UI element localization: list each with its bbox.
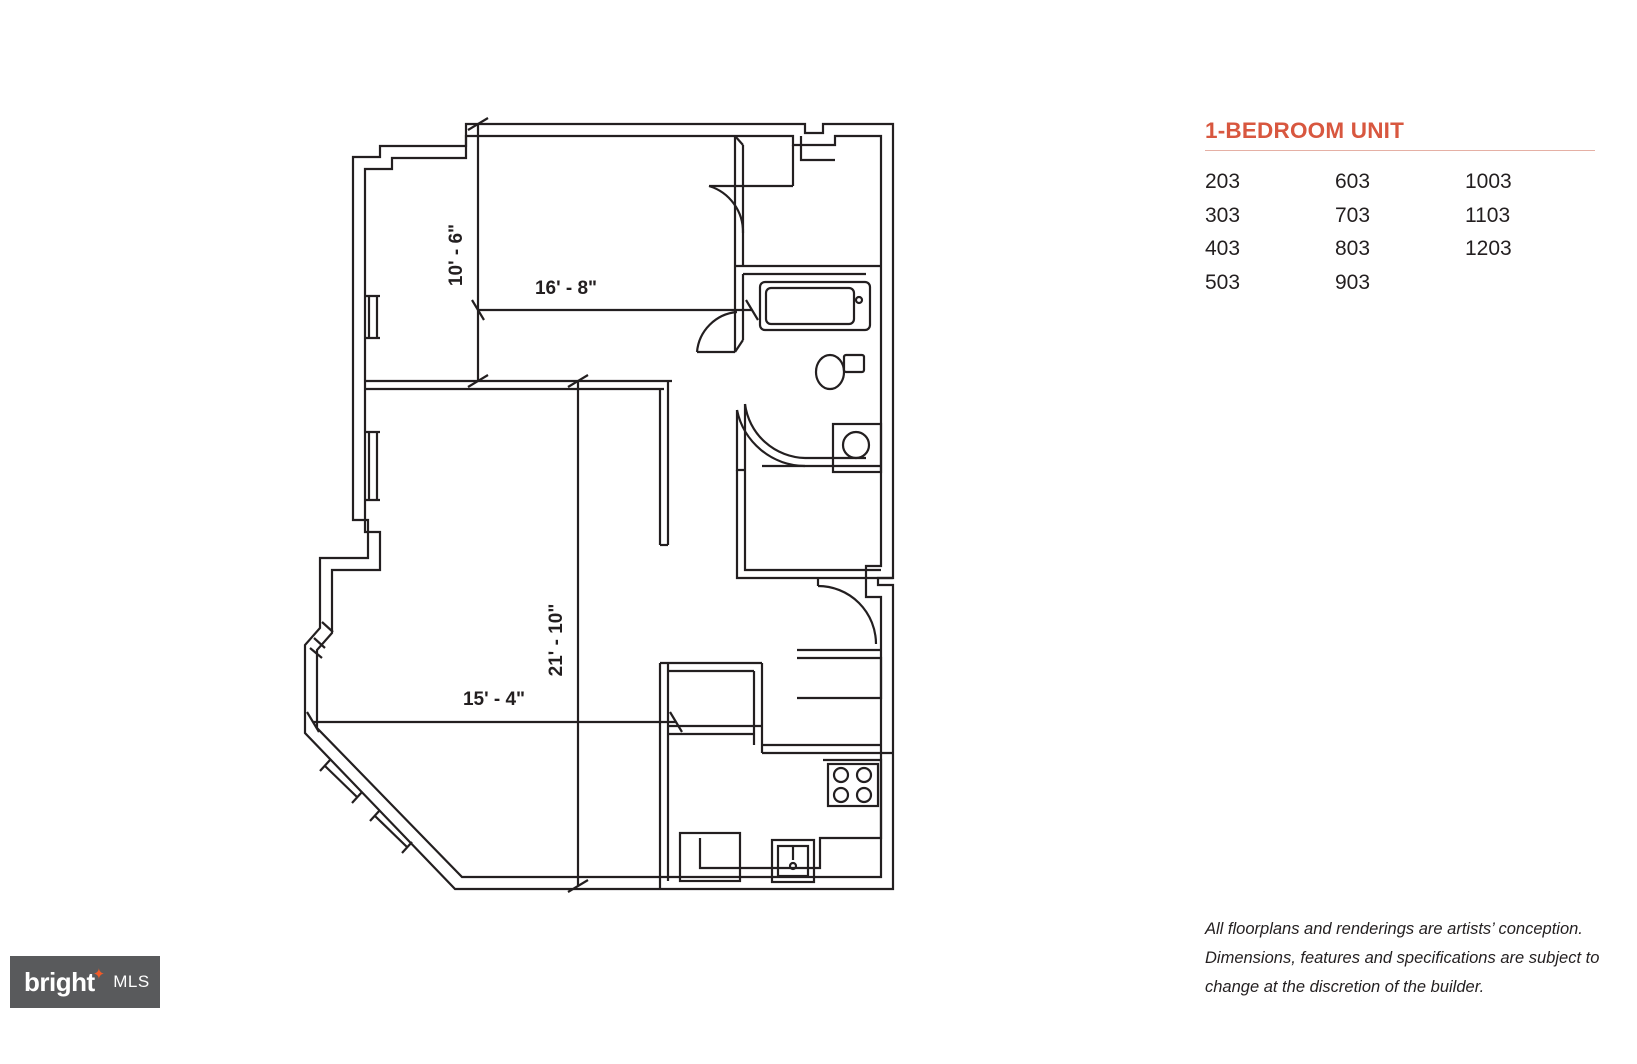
unit-number: 1203 — [1465, 237, 1512, 260]
unit-column-1 — [1205, 165, 1335, 299]
bathtub-basin — [766, 288, 854, 324]
bay-window-glass-3 — [375, 816, 407, 847]
disclaimer-line-3: change at the discretion of the builder. — [1205, 978, 1485, 996]
hall-closet-door-swing — [818, 586, 876, 644]
hall-wall-left — [737, 410, 745, 470]
outer-wall-outline — [305, 124, 893, 889]
inner-wall-outline — [317, 136, 881, 877]
hall-wall-south — [737, 470, 893, 578]
window-glass-upper — [369, 296, 377, 338]
entry-door-swing — [709, 186, 743, 233]
watermark-suffix: MLS — [113, 972, 150, 991]
entry-nook-wall — [801, 136, 835, 160]
burner-4 — [857, 788, 871, 802]
toilet-tank — [844, 355, 864, 372]
unit-info-panel — [1205, 118, 1595, 299]
disclaimer-text — [1205, 915, 1610, 1002]
bright-mls-watermark — [10, 956, 160, 1008]
dim-label-living-width: 15' - 4" — [462, 689, 526, 710]
disclaimer-line-1: All floorplans and renderings are artists’ conception. — [1205, 920, 1583, 938]
window-glass-lower — [369, 432, 377, 500]
burner-2 — [857, 768, 871, 782]
unit-number: 203 — [1205, 170, 1241, 193]
kitchen-counter — [700, 760, 881, 868]
dim-label-bedroom-width: 16' - 8" — [534, 278, 598, 299]
partition-joint — [735, 136, 743, 145]
unit-number: 1003 — [1465, 170, 1512, 193]
bath-door-jamb — [735, 340, 743, 352]
burner-1 — [834, 768, 848, 782]
burner-3 — [834, 788, 848, 802]
unit-number-columns — [1205, 165, 1595, 299]
bay-window-jamb-1 — [310, 622, 333, 658]
bath-door-swing — [697, 312, 737, 352]
disclaimer-line-2: Dimensions, features and specifications are subject to — [1205, 949, 1600, 967]
refrigerator — [680, 833, 740, 881]
unit-column-3 — [1465, 165, 1595, 299]
sparkle-icon: ✦ — [92, 966, 106, 983]
kitchen-drain — [790, 863, 796, 869]
vanity-sink — [843, 432, 869, 458]
title-divider — [1205, 150, 1595, 151]
unit-number: 303 — [1205, 203, 1241, 227]
unit-number: 703 — [1335, 203, 1371, 227]
laundry-nook — [797, 658, 881, 698]
watermark-brand: bright — [24, 966, 95, 997]
unit-number: 503 — [1205, 270, 1241, 294]
bathtub-drain — [856, 297, 862, 303]
unit-number: 903 — [1335, 270, 1371, 294]
unit-column-2 — [1335, 165, 1465, 299]
unit-type-title: 1-BEDROOM UNIT — [1205, 118, 1405, 143]
unit-number: 803 — [1335, 237, 1371, 260]
dim-label-bedroom-depth: 10' - 6" — [446, 223, 467, 287]
dim-label-living-depth: 21' - 10" — [546, 603, 567, 677]
unit-number: 403 — [1205, 237, 1241, 260]
unit-number: 603 — [1335, 170, 1371, 193]
unit-number: 1103 — [1465, 203, 1511, 227]
toilet-bowl — [816, 355, 844, 389]
hall-wall-south-inner — [745, 470, 881, 570]
bath-wall-curve-inner — [745, 404, 805, 458]
